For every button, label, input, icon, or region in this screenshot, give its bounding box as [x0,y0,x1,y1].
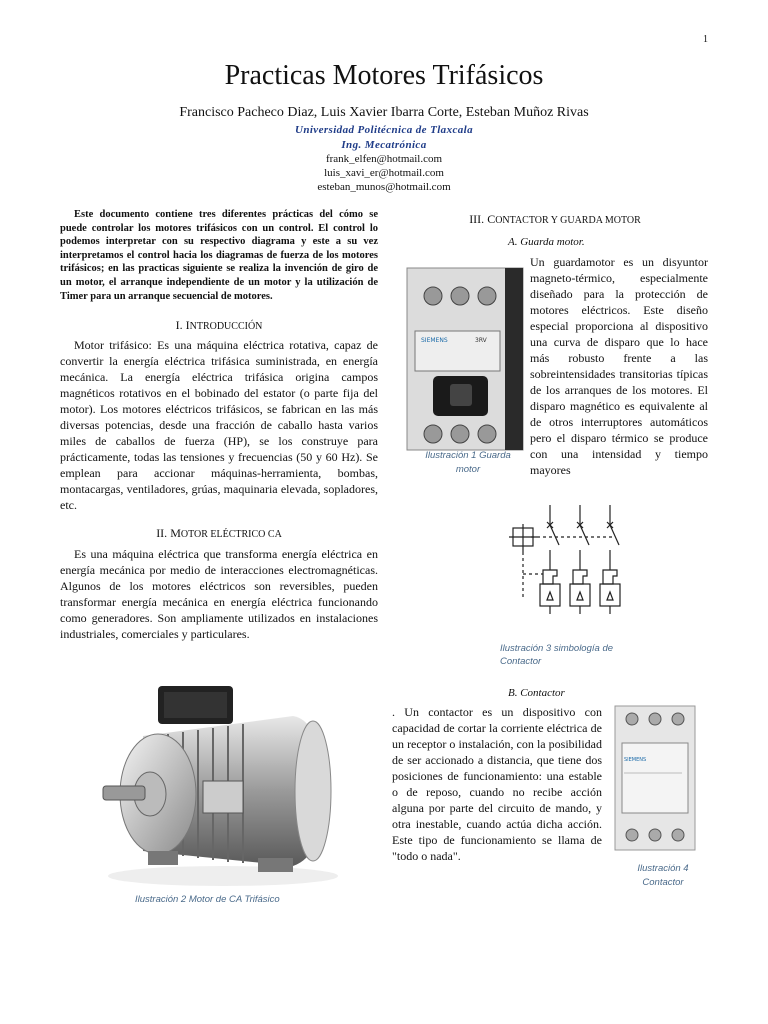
subsection-b-text: . Un contactor es un dispositivo con capacidad de cortar la corriente eléctrica de un receptor o instalación, con la posibilidad de ser accionado a distancia, que tiene dos posiciones de funcionamiento: una estable o de reposo, cuando no recibe acción alguna por parte del circuito de mando, y otra inestable, cuando actúa dicha acción. Este tipo de funcionamiento se llama de "todo o nada". [392,705,602,863]
contactor-image [612,703,698,853]
motor-image [98,676,348,890]
abstract: Este documento contiene tres diferentes prácticas del cómo se puede controlar los motores trifásicos con un control. El control lo podemos interpretar con su respectivo diagrama y este a su vez interpretamos el control hacia los diagramas de fuerza de los motores trifásicos; en las practicas siguiente se realiza la invención de giro de un motor, el arranque independiente de un motor y la utilización de Timer para un arranque secuencial de motores. [60,209,378,302]
university: Universidad Politécnica de Tlaxcala [294,124,474,136]
section-1-text: Motor trifásico: Es una máquina eléctrica rotativa, capaz de convertir la energía eléctrica trifásica suministrada, en energía mecánica. La energía eléctrica trifásica origina campos magnéticos rotativos en el bobinado del estator (o parte fija del motor). Los motores eléctricos trifásicos, se fabrican en las más diversas potencias, desde una fracción de caballo hasta varios miles de caballos de fuerza (HP), se los construye para prácticamente, todas las tensiones y frecuencias (50 y 60 Hz). Se emplean para accionar máquinas-herramienta, bombas, montacargas, ventiladores, grúas, maquinaria elevada, sopladores, etc. [60,338,378,512]
guardamotor-image [405,266,525,452]
email-3[interactable]: esteban_munos@hotmail.com [317,181,451,193]
page-number: 1 [703,34,708,45]
subsection-a-text: Un guardamotor es un disyuntor magneto-térmico, especialmente diseñado para la protección de motores eléctricos. Este diseño especial proporciona al dispositivo una curva de disparo que lo hace más robusto frente a las sobreintensidades transitorias típicas de los arranques de los motores. El disparo magnético es equivalente al de otros interruptores automáticos pero el disparo térmico se produce con una intensidad y tiempo mayores [530,255,708,477]
contactor-brand-label: SIEMENS [624,757,647,763]
section-3-heading: III. CONTACTOR Y GUARDA MOTOR [469,212,641,226]
guardamotor-model-label: 3RV [475,337,487,344]
guardamotor-brand-label: SIEMENS [421,337,448,344]
email-1[interactable]: frank_elfen@hotmail.com [325,153,443,165]
caption-illustration-3: Ilustración 3 simbología de Contactor [500,643,614,667]
department: Ing. Mecatrónica [341,139,427,151]
subsection-a-heading: A. Guarda motor. [508,236,585,248]
contactor-symbol-diagram [495,500,655,615]
section-2-text: Es una máquina eléctrica que transforma energía eléctrica en energía mecánica por medio de interacciones electromagnéticas. Algunos de los motores eléctricos son reversibles, pueden transformar energía mecánica en energía eléctrica funcionando como generadores. Son ampliamente utilizados en instalaciones industriales, comerciales y particulares. [60,547,378,641]
section-2-heading: II. MOTOR ELÉCTRICO CA [156,526,282,540]
caption-illustration-4: Ilustración 4 Contactor [637,863,689,888]
section-1-heading: I. INTRODUCCIÓN [175,318,263,332]
caption-illustration-1: Ilustración 1 Guarda motor [425,450,511,475]
email-2[interactable]: luis_xavi_er@hotmail.com [324,167,444,179]
caption-illustration-2: Ilustración 2 Motor de CA Trifásico [135,894,280,905]
subsection-b-heading: B. Contactor [508,687,565,699]
authors: Francisco Pacheco Diaz, Luis Xavier Ibarra Corte, Esteban Muñoz Rivas [179,105,589,120]
paper-title: Practicas Motores Trifásicos [224,60,544,91]
